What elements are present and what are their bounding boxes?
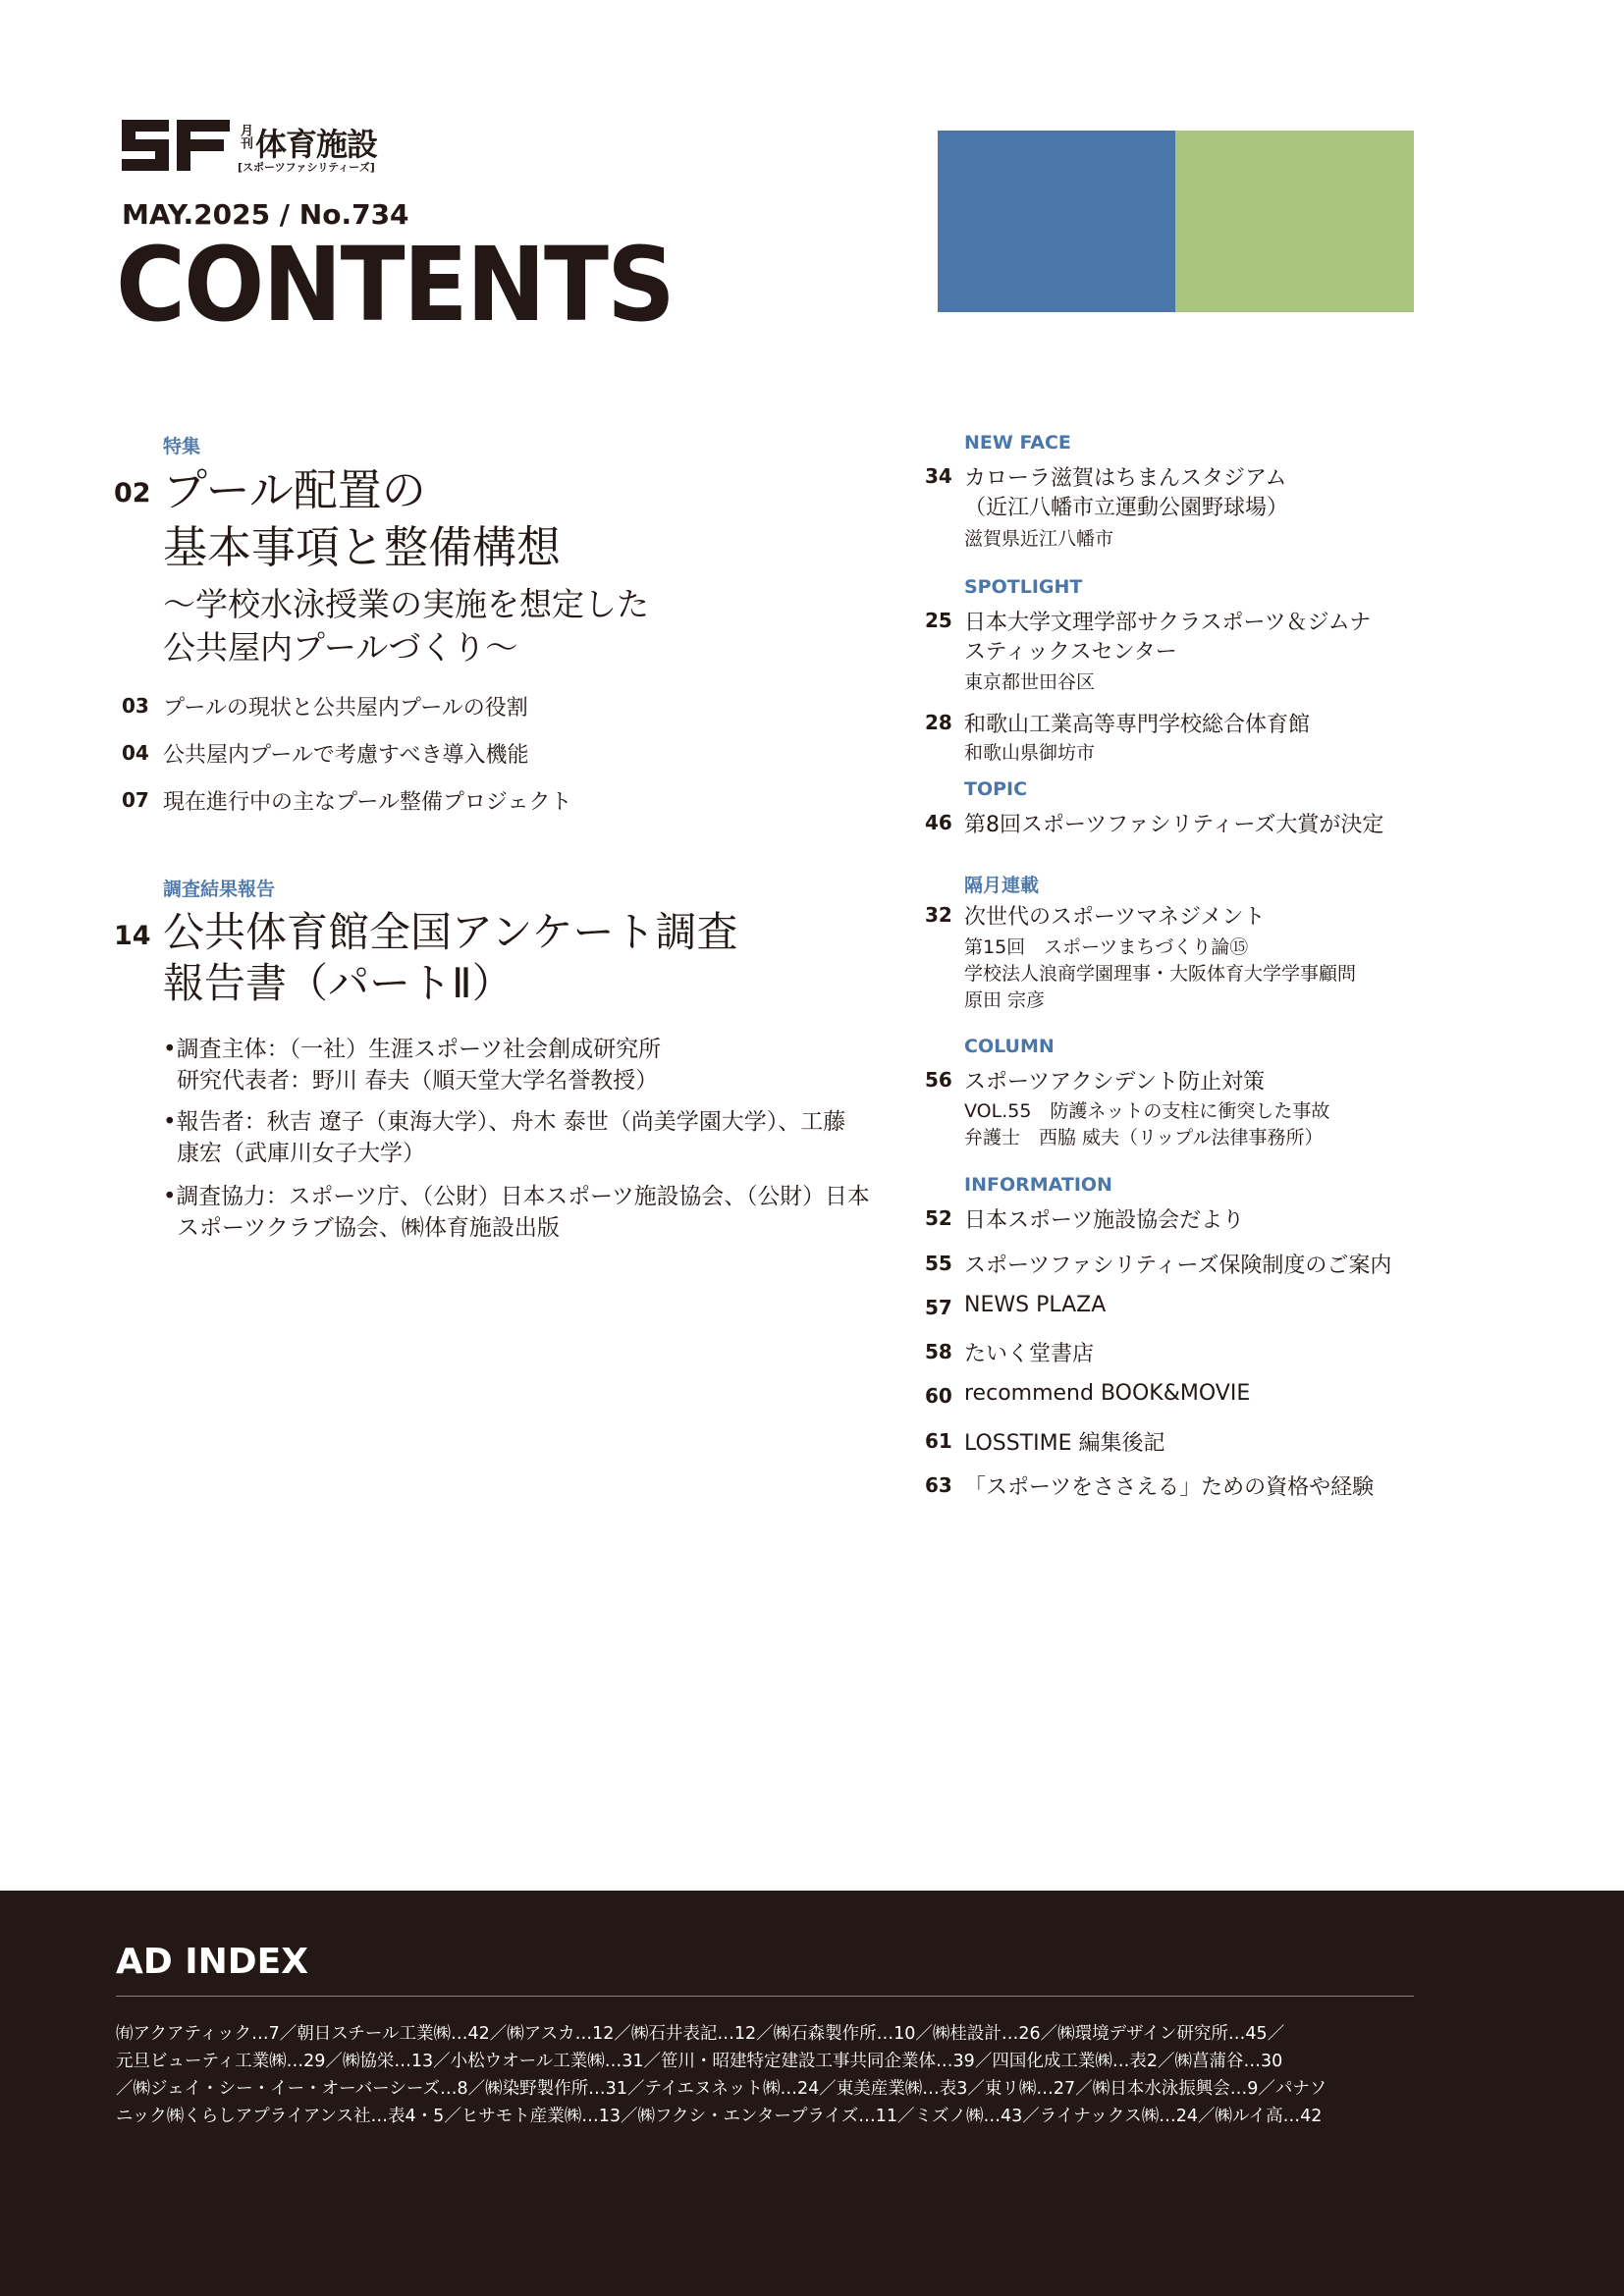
- ad-index-line: ㈲アクアティック…7／朝日スチール工業㈱…42／㈱アスカ…12／㈱石井表記…12／㈱石森製作所…10／㈱桂設計…26／㈱環境デザイン研究所…45／: [116, 2024, 1285, 2044]
- topic-label: TOPIC: [964, 778, 1028, 800]
- information-label: INFORMATION: [964, 1174, 1112, 1196]
- new-face-label: NEW FACE: [964, 432, 1071, 454]
- survey-detail: 研究代表者：野川 春夫（順天堂大学名誉教授）: [177, 1068, 659, 1094]
- info-num: 58: [925, 1340, 952, 1363]
- accent-block-green: [1175, 131, 1414, 312]
- bimonthly-sub: 第15回 スポーツまちづくり論⑮: [964, 936, 1249, 958]
- info-title: NEWS PLAZA: [964, 1293, 1107, 1317]
- bimonthly-title: 次世代のスポーツマネジメント: [964, 905, 1266, 930]
- feature-label: 特集: [163, 436, 201, 457]
- feature-page-number: 02: [114, 478, 151, 508]
- survey-title-line-1: 公共体育館全国アンケート調査: [163, 908, 738, 956]
- info-num: 52: [925, 1206, 952, 1230]
- bimonthly-label: 隔月連載: [964, 875, 1040, 896]
- feature-subtitle-line-1: ～学校水泳授業の実施を想定した: [163, 585, 649, 623]
- spotlight-title-2: スティックスセンター: [964, 640, 1177, 665]
- topic-num: 46: [925, 811, 952, 834]
- info-num: 60: [925, 1384, 952, 1408]
- feature-item-num: 04: [122, 741, 149, 765]
- info-title: recommend BOOK&MOVIE: [964, 1381, 1251, 1406]
- spotlight-location: 東京都世田谷区: [964, 671, 1096, 693]
- logo-title: 体育施設: [255, 126, 378, 163]
- new-face-num: 34: [925, 464, 952, 488]
- topic-title: 第8回スポーツファシリティーズ大賞が決定: [964, 813, 1384, 837]
- info-title: 「スポーツをささえる」ための資格や経験: [964, 1475, 1375, 1500]
- info-title: LOSSTIME 編集後記: [964, 1431, 1165, 1456]
- info-title: たいく堂書店: [964, 1342, 1095, 1366]
- survey-detail: •報告者：秋吉 遼子（東海大学）、舟木 泰世（尚美学園大学）、工藤: [163, 1109, 846, 1135]
- ad-index-title: AD INDEX: [116, 1942, 309, 1982]
- feature-item-title: 公共屋内プールで考慮すべき導入機能: [163, 743, 529, 768]
- feature-item-num: 03: [122, 694, 149, 718]
- info-title: スポーツファシリティーズ保険制度のご案内: [964, 1254, 1392, 1278]
- survey-title-line-2: 報告書（パートⅡ）: [163, 959, 514, 1007]
- info-title: 日本スポーツ施設協会だより: [964, 1208, 1245, 1233]
- spotlight-title: 日本大学文理学部サクラスポーツ＆ジムナ: [964, 611, 1372, 635]
- survey-label: 調査結果報告: [163, 879, 276, 900]
- spotlight-location: 和歌山県御坊市: [964, 742, 1096, 764]
- spotlight-label: SPOTLIGHT: [964, 576, 1083, 598]
- issue-number: MAY.2025 / No.734: [122, 198, 409, 231]
- feature-item-title: プールの現状と公共屋内プールの役割: [163, 696, 528, 721]
- survey-page-number: 14: [114, 921, 151, 951]
- info-num: 57: [925, 1296, 952, 1319]
- column-sub: VOL.55 防護ネットの支柱に衝突した事故: [964, 1100, 1330, 1122]
- info-num: 63: [925, 1473, 952, 1497]
- survey-detail: •調査協力：スポーツ庁、（公財）日本スポーツ施設協会、（公財）日本: [163, 1184, 870, 1209]
- ad-index-line: 元旦ビューティ工業㈱…29／㈱協栄…13／小松ウオール工業㈱…31／笹川・昭建特定建設工事共同企業体…39／四国化成工業㈱…表2／㈱菖蒲谷…30: [116, 2052, 1283, 2071]
- feature-subtitle-line-2: 公共屋内プールづくり～: [163, 628, 518, 667]
- bimonthly-sub: 原田 宗彦: [964, 989, 1046, 1011]
- column-title: スポーツアクシデント防止対策: [964, 1070, 1266, 1095]
- spotlight-num: 28: [925, 711, 952, 734]
- new-face-location: 滋賀県近江八幡市: [964, 528, 1114, 550]
- spotlight-title: 和歌山工業高等専門学校総合体育館: [964, 713, 1311, 737]
- new-face-title: カローラ滋賀はちまんスタジアム: [964, 466, 1287, 491]
- ad-index-divider: [116, 1996, 1414, 1997]
- feature-title-line-1: プール配置の: [163, 464, 426, 516]
- ad-index-line: ／㈱ジェイ・シー・イー・オーバーシーズ…8／㈱染野製作所…31／テイエヌネット㈱…24／東美産業㈱…表3／東リ㈱…27／㈱日本水泳振興会…9／パナソ: [116, 2079, 1327, 2099]
- survey-detail: 康宏（武庫川女子大学）: [177, 1141, 425, 1166]
- sf-logo-icon: [118, 116, 234, 175]
- column-sub: 弁護士 西脇 威夫（リップル法律事務所）: [964, 1127, 1324, 1148]
- feature-item-num: 07: [122, 788, 149, 812]
- bimonthly-num: 32: [925, 903, 952, 927]
- bimonthly-sub: 学校法人浪商学園理事・大阪体育大学学事顧問: [964, 963, 1357, 985]
- survey-detail: スポーツクラブ協会、㈱体育施設出版: [177, 1215, 560, 1241]
- spotlight-num: 25: [925, 609, 952, 632]
- ad-index-line: ニック㈱くらしアプライアンス社…表4・5／ヒサモト産業㈱…13／㈱フクシ・エンタープライズ…11／ミズノ㈱…43／ライナックス㈱…24／㈱ルイ高…42: [116, 2107, 1323, 2126]
- page-title: CONTENTS: [116, 225, 674, 345]
- accent-block-blue: [938, 131, 1175, 312]
- magazine-logo: [118, 116, 378, 181]
- column-label: COLUMN: [964, 1036, 1055, 1057]
- logo-monthly-label: 月刊: [238, 124, 252, 149]
- new-face-title-2: （近江八幡市立運動公園野球場）: [964, 496, 1289, 520]
- column-num: 56: [925, 1068, 952, 1092]
- survey-detail: •調査主体：（一社）生涯スポーツ社会創成研究所: [163, 1037, 662, 1062]
- feature-item-title: 現在進行中の主なプール整備プロジェクト: [163, 790, 572, 815]
- info-num: 61: [925, 1429, 952, 1453]
- feature-title-line-2: 基本事項と整備構想: [163, 521, 562, 573]
- logo-subtitle: [スポーツファシリティーズ]: [238, 161, 375, 174]
- info-num: 55: [925, 1252, 952, 1275]
